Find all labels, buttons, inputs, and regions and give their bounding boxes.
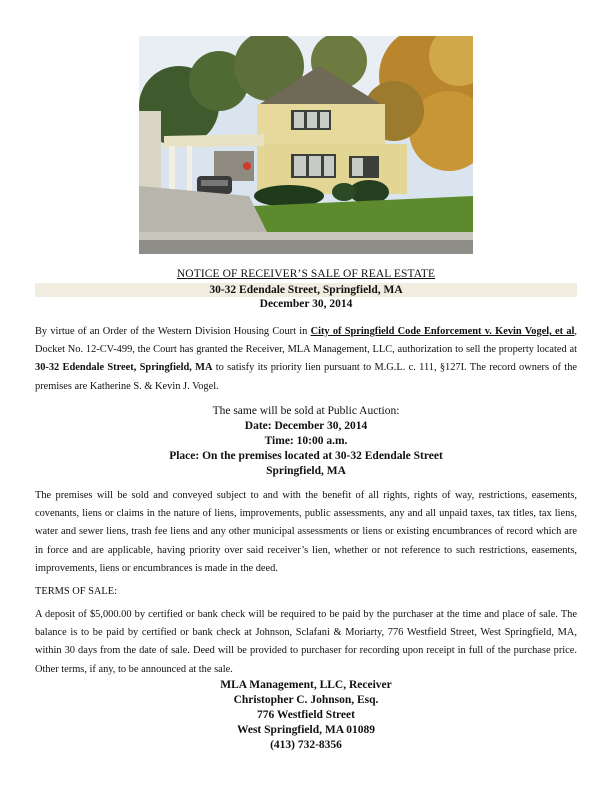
signature-company: MLA Management, LLC, Receiver (220, 679, 392, 691)
terms-heading: TERMS OF SALE: (35, 586, 117, 597)
auction-place: Place: On the premises located at 30-32 Edendale Street (169, 450, 443, 462)
intro-text-2: , Docket No. 12-CV-499, the Court has granted the Receiver, MLA Management, LLC, authorization to sell the property located at (35, 326, 578, 356)
intro-property: 30-32 Edendale Street, Springfield, MA (35, 362, 213, 374)
property-photo (139, 36, 473, 254)
intro-paragraph (35, 323, 577, 396)
property-address: 30-32 Edendale Street, Springfield, MA (209, 284, 403, 296)
signature-street: 776 Westfield Street (257, 709, 355, 721)
notice-date: December 30, 2014 (259, 298, 353, 310)
auction-time: Time: 10:00 a.m. (264, 435, 348, 447)
case-name: City of Springfield Code Enforcement v. Kevin Vogel, et al (310, 326, 575, 337)
conditions-paragraph: The premises will be sold and conveyed subject to and with the benefit of all rights, rights of way, restrictions, easements, covenants, liens or claims in the nature of liens, improvements, public assessments, any and all unpaid taxes, tax titles, tax liens, water and sewer liens, trash fee liens and any other municipal assessments or liens or existing encumbrances of record which are in force and are applicable, having priority over said receiver’s lien, whether or not reference to such restrictions, easements, improvements, liens or encumbrances is made in the deed. (35, 490, 577, 574)
intro-text-1: By virtue of an Order of the Western Division Housing Court in (35, 326, 311, 337)
signature-city: West Springfield, MA 01089 (236, 724, 375, 736)
auction-city: Springfield, MA (266, 465, 346, 477)
auction-intro: The same will be sold at Public Auction: (212, 405, 400, 417)
signature-attorney: Christopher C. Johnson, Esq. (233, 694, 379, 706)
intro-text-3: to satisfy its priority lien pursuant to M.G.L. c. 111, §127I. The record owners of the premises are Katherine S. & Kevin J. Vogel. (35, 362, 577, 392)
signature-phone: (413) 732-8356 (270, 739, 342, 751)
notice-title: NOTICE OF RECEIVER’S SALE OF REAL ESTATE (176, 268, 436, 280)
auction-date: Date: December 30, 2014 (244, 420, 368, 432)
terms-paragraph: A deposit of $5,000.00 by certified or bank check will be required to be paid by the purchaser at the time and place of sale. The balance is to be paid by certified or bank check at Johnson, Sclafani & Moriarty, 776 Westfield Street, West Springfield, MA, within 30 days from the date of sale. Deed will be provided to purchaser for recording upon receipt in full of the purchase price. Other terms, if any, to be announced at the sale. (35, 609, 577, 675)
